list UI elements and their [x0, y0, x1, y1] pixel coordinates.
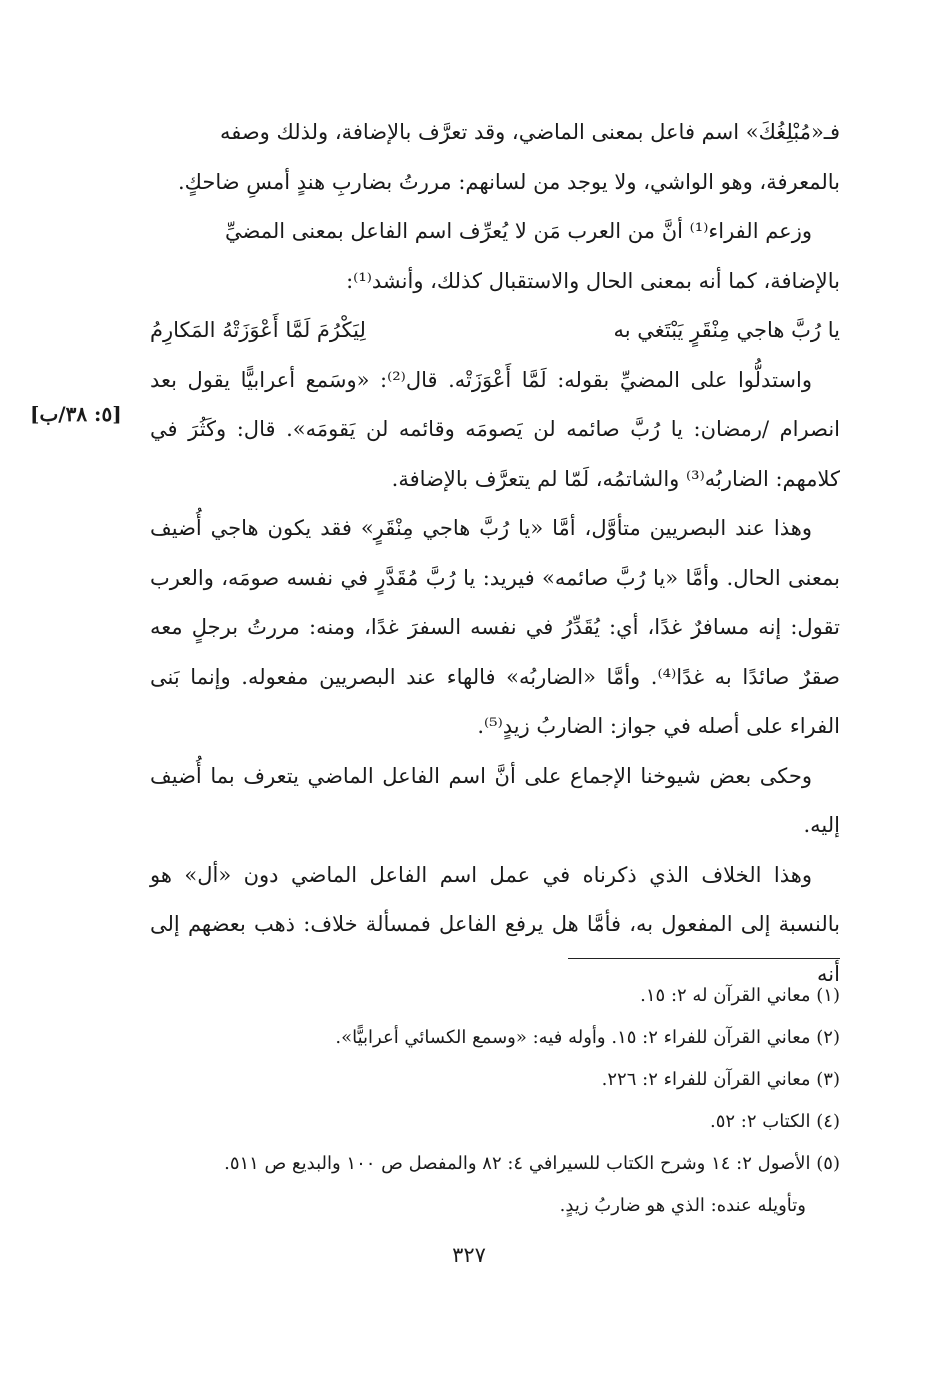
footnote: (٤) الكتاب ٢: ٥٢.	[709, 1111, 840, 1132]
paragraph: وهذا الخلاف الذي ذكرناه في عمل اسم الفاعل الماضي دون «أل» هو بالنسبة إلى المفعول به، فأمَّا هل يرفع الفاعل فمسألة خلاف: ذهب بعضهم إلى أنه	[150, 862, 840, 986]
footnote-continuation: وتأويله عنده: الذي هو ضاربُ زيدٍ.	[559, 1195, 806, 1216]
footnote: (٣) معاني القرآن للفراء ٢: ٢٢٦.	[601, 1069, 840, 1090]
marginal-manuscript-reference: [٥: ٣٨/ب]	[30, 402, 122, 426]
footnote: (٥) الأصول ٢: ١٤ وشرح الكتاب للسيرافي ٤: ٨٢ والمفصل ص ١٠٠ والبديع ص ٥١١.	[224, 1153, 840, 1174]
footnotes	[150, 975, 840, 1227]
footnote-separator	[568, 958, 840, 959]
text-line: فـ«مُبْلِغُكَ» اسم فاعل بمعنى الماضي، وقد تعرَّف بالإضافة، ولذلك وصفه	[219, 120, 840, 144]
poetry-verse	[150, 306, 840, 356]
main-text	[150, 108, 840, 999]
paragraph: واستدلُّوا على المضيِّ بقوله: لَمَّا أَعْوَزَتْه. قال⁽²⁾: «وسَمع أعرابيًّا يقول بعد انصرام /رمضان: يا رُبَّ صائمه لن يَصومَه وقائمه لن يَقومَه». قال: وكَثُرَ في كلامهم: الضاربُه⁽³⁾ والشاتمُه، لَمّا لم يتعرَّف بالإضافة.	[150, 367, 840, 491]
paragraph: وحكى بعض شيوخنا الإجماع على أنَّ اسم الفاعل الماضي يتعرف بما أُضيف إليه.	[150, 763, 840, 837]
verse-first-hemistich: يا رُبَّ هاجي مِنْقَرٍ يَبْتَغي به	[613, 318, 840, 342]
paragraph: وهذا عند البصريين متأوَّل، أمَّا «يا رُبَّ هاجي مِنْقَرٍ» فقد يكون هاجي أُضيف بمعنى الحال. وأمَّا «يا رُبَّ صائمه» فيريد: يا رُبَّ مُقَدَّرٍ في نفسه صومَه، والعرب تقول: إنه مسافرٌ غدًا، أي: يُقَدِّرُ في نفسه السفرَ غدًا، ومنه: مررتُ برجلٍ معه صقرٌ صائدًا به غدًا⁽⁴⁾. وأمَّا «الضاربُه» فالهاء عند البصريين مفعوله. وإنما بَنى الفراء على أصله في جواز: الضاربُ زيدٍ⁽⁵⁾.	[150, 516, 840, 738]
text-line: وزعم الفراء⁽¹⁾ أنَّ من العرب مَن لا يُعرِّف اسم الفاعل بمعنى المضيِّ	[224, 219, 812, 243]
page-number: ٣٢٧	[452, 1243, 486, 1267]
footnote: (٢) معاني القرآن للفراء ٢: ١٥. وأوله فيه: «وسمع الكسائي أعرابيًّا».	[335, 1027, 840, 1048]
text-line: بالمعرفة، وهو الواشي، ولا يوجد من لسانهم: مررتُ بضاربِ هندٍ أمسِ ضاحكٍ.	[177, 169, 840, 194]
verse-second-hemistich: لِيَكْرُمَ لَمَّا أَعْوَزَتْهُ المَكارِمُ	[150, 318, 366, 342]
footnote: (١) معاني القرآن له ٢: ١٥.	[640, 985, 840, 1006]
text-line: بالإضافة، كما أنه بمعنى الحال والاستقبال كذلك، وأنشد⁽¹⁾:	[346, 268, 840, 293]
